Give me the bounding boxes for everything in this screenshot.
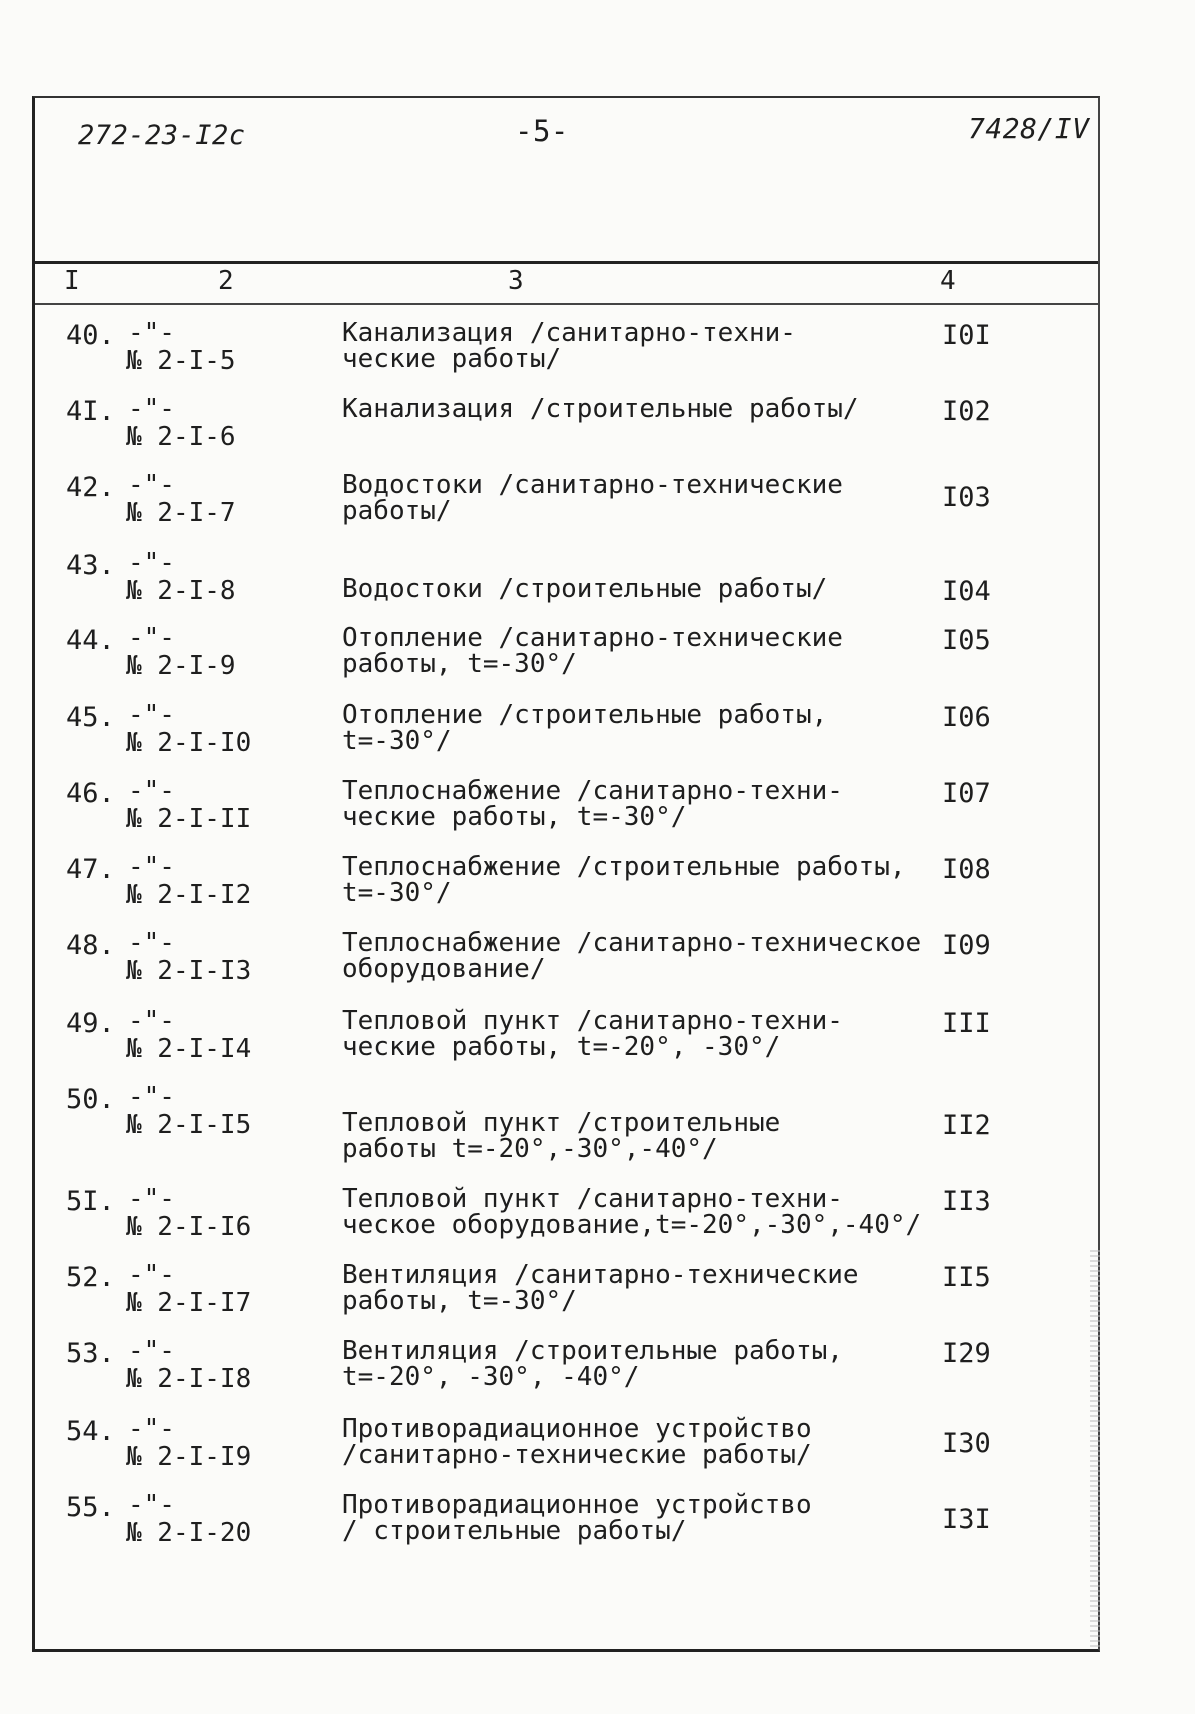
ditto-mark: -"-	[128, 1260, 175, 1290]
table-row	[0, 625, 1195, 697]
row-page: I04	[942, 576, 991, 607]
row-number: 40.	[66, 320, 115, 351]
table-row	[0, 930, 1195, 1002]
row-number: 55.	[66, 1492, 115, 1523]
table-row	[0, 550, 1195, 622]
ditto-mark: -"-	[128, 1414, 175, 1444]
column-header-3: 3	[508, 266, 524, 296]
table-row	[0, 1416, 1195, 1488]
ditto-mark: -"-	[128, 1490, 175, 1520]
row-reference: № 2-I-8	[126, 576, 236, 606]
column-header-1: I	[64, 266, 80, 296]
row-reference: № 2-I-I4	[126, 1034, 252, 1064]
ditto-mark: -"-	[128, 700, 175, 730]
table-row	[0, 854, 1195, 926]
row-number: 4I.	[66, 396, 115, 427]
table-row	[0, 778, 1195, 850]
table-row	[0, 320, 1195, 392]
row-page: I06	[942, 702, 991, 733]
row-description: Тепловой пункт /санитарно-техни- ческое оборудование,t=-20°,-30°,-40°/	[342, 1184, 922, 1240]
row-number: 43.	[66, 550, 115, 581]
row-page: I09	[942, 930, 991, 961]
row-description: Отопление /санитарно-технические работы, t=-30°/	[342, 623, 843, 679]
ditto-mark: -"-	[128, 1006, 175, 1036]
row-description: Тепловой пункт /санитарно-техни- ческие работы, t=-20°, -30°/	[342, 1006, 843, 1062]
row-description: Противорадиационное устройство / строительные работы/	[342, 1490, 812, 1546]
row-reference: № 2-I-7	[126, 498, 236, 528]
row-page: I08	[942, 854, 991, 885]
table-row	[0, 702, 1195, 774]
row-number: 47.	[66, 854, 115, 885]
table-row	[0, 1262, 1195, 1334]
table-row	[0, 1186, 1195, 1258]
row-description: Вентиляция /строительные работы, t=-20°, -30°, -40°/	[342, 1336, 843, 1392]
row-description: Вентиляция /санитарно-технические работы, t=-30°/	[342, 1260, 859, 1316]
row-page: II2	[942, 1110, 991, 1141]
row-page: I03	[942, 482, 991, 513]
row-number: 5I.	[66, 1186, 115, 1217]
row-number: 45.	[66, 702, 115, 733]
row-reference: № 2-I-I3	[126, 956, 252, 986]
row-page: I30	[942, 1428, 991, 1459]
row-number: 54.	[66, 1416, 115, 1447]
row-page: I0I	[942, 320, 991, 351]
row-number: 42.	[66, 472, 115, 503]
row-reference: № 2-I-6	[126, 422, 236, 452]
row-description: Водостоки /санитарно-технические работы/	[342, 470, 843, 526]
row-number: 53.	[66, 1338, 115, 1369]
document-code: 272-23-I2c	[78, 120, 246, 151]
table-row	[0, 1008, 1195, 1080]
page-number: -5-	[515, 114, 569, 148]
row-number: 50.	[66, 1084, 115, 1115]
row-description: Отопление /строительные работы, t=-30°/	[342, 700, 828, 756]
column-header-2: 2	[218, 266, 234, 296]
column-header-4: 4	[940, 266, 956, 296]
row-reference: № 2-I-I2	[126, 880, 252, 910]
ditto-mark: -"-	[128, 470, 175, 500]
row-reference: № 2-I-I8	[126, 1364, 252, 1394]
table-row	[0, 396, 1195, 468]
row-reference: № 2-I-20	[126, 1518, 252, 1548]
row-number: 52.	[66, 1262, 115, 1293]
row-page: I3I	[942, 1504, 991, 1535]
row-reference: № 2-I-II	[126, 804, 252, 834]
row-reference: № 2-I-I6	[126, 1212, 252, 1242]
row-page: I05	[942, 625, 991, 656]
ditto-mark: -"-	[128, 1336, 175, 1366]
ditto-mark: -"-	[128, 318, 175, 348]
ditto-mark: -"-	[128, 548, 175, 578]
row-page: II5	[942, 1262, 991, 1293]
row-reference: № 2-I-I5	[126, 1110, 252, 1140]
row-page: III	[942, 1008, 991, 1039]
row-reference: № 2-I-I7	[126, 1288, 252, 1318]
row-description: Канализация /строительные работы/	[342, 394, 859, 424]
row-page: I29	[942, 1338, 991, 1369]
ditto-mark: -"-	[128, 1184, 175, 1214]
row-reference: № 2-I-5	[126, 346, 236, 376]
row-reference: № 2-I-9	[126, 651, 236, 681]
table-row	[0, 1338, 1195, 1410]
ditto-mark: -"-	[128, 1082, 175, 1112]
row-description: Водостоки /строительные работы/	[342, 574, 828, 604]
ditto-mark: -"-	[128, 928, 175, 958]
scan-edge-shading	[1090, 1250, 1100, 1650]
row-page: I02	[942, 396, 991, 427]
row-number: 49.	[66, 1008, 115, 1039]
row-reference: № 2-I-I0	[126, 728, 252, 758]
table-row	[0, 1082, 1195, 1164]
ditto-mark: -"-	[128, 852, 175, 882]
row-description: Теплоснабжение /санитарно-техни- ческие работы, t=-30°/	[342, 776, 843, 832]
row-number: 44.	[66, 625, 115, 656]
ditto-mark: -"-	[128, 394, 175, 424]
ditto-mark: -"-	[128, 776, 175, 806]
row-page: II3	[942, 1186, 991, 1217]
sheet-code: 7428/IV	[968, 112, 1090, 145]
row-reference: № 2-I-I9	[126, 1442, 252, 1472]
row-number: 48.	[66, 930, 115, 961]
table-row	[0, 472, 1195, 544]
row-description: Противорадиационное устройство /санитарно-технические работы/	[342, 1414, 812, 1470]
row-description: Тепловой пункт /строительные работы t=-20°,-30°,-40°/	[342, 1108, 781, 1164]
row-description: Теплоснабжение /строительные работы, t=-30°/	[342, 852, 906, 908]
row-page: I07	[942, 778, 991, 809]
row-number: 46.	[66, 778, 115, 809]
ditto-mark: -"-	[128, 623, 175, 653]
row-description: Теплоснабжение /санитарно-техническое оборудование/	[342, 928, 922, 984]
row-description: Канализация /санитарно-техни- ческие работы/	[342, 318, 796, 374]
table-row	[0, 1492, 1195, 1564]
